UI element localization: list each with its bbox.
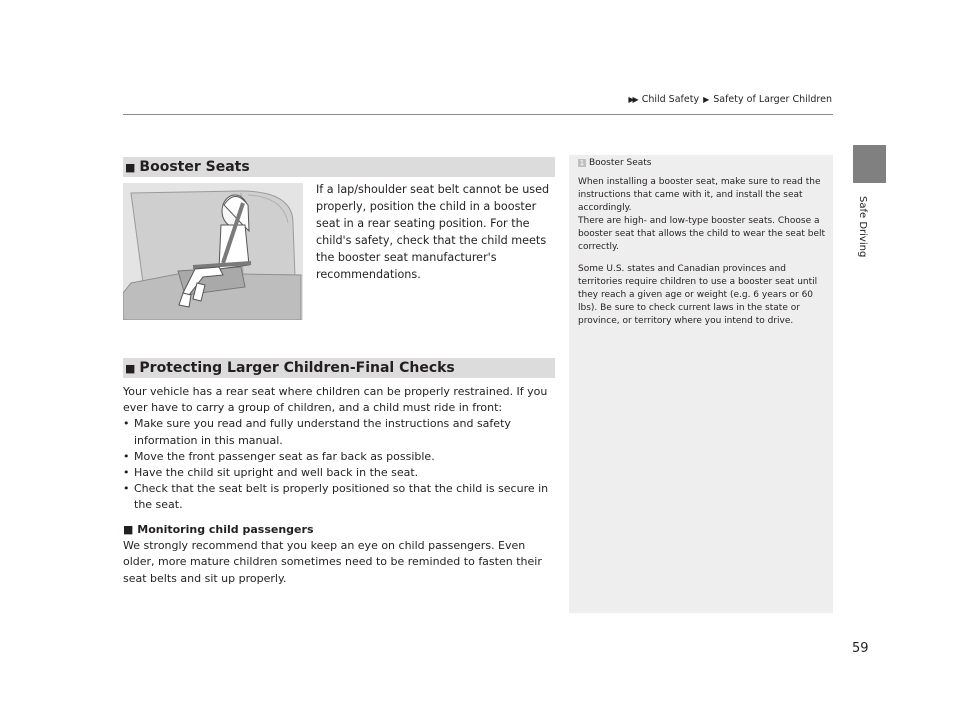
breadcrumb <box>628 94 832 105</box>
note-title <box>578 158 652 168</box>
final-checks-heading <box>123 358 555 378</box>
square-bullet-icon: ■ <box>125 361 136 375</box>
final-checks-list <box>123 416 555 513</box>
booster-intro: If a lap/shoulder seat belt cannot be used properly, position the child in a booster seat in a rear seating position. For the child's safety, check that the child meets the booster seat manufacturer's recommendations. <box>316 183 550 281</box>
bullet-icon: • <box>123 417 130 431</box>
note-paragraph: When installing a booster seat, make sure to read the instructions that came with it, and install the seat accordingly. <box>578 177 821 213</box>
booster-seats-heading <box>123 157 555 177</box>
booster-seats-heading-text: Booster Seats <box>139 159 250 175</box>
header-divider <box>123 114 833 115</box>
note-paragraph: There are high- and low-type booster seats. Choose a booster seat that allows the child to wear the seat belt correctly. <box>578 216 826 252</box>
final-checks-intro: Your vehicle has a rear seat where children can be properly restrained. If you ever have to carry a group of children, and a child must ride in front: <box>123 385 548 415</box>
monitoring-text: We strongly recommend that you keep an eye on child passengers. Even older, more mature children sometimes need to be reminded to fasten their seat belts and sit up properly. <box>123 539 542 585</box>
monitoring-section <box>123 522 555 587</box>
note-number-icon: 1 <box>579 159 585 167</box>
list-item: • Make sure you read and fully understand the instructions and safety information in this manual. <box>123 417 511 447</box>
bullet-icon: • <box>123 482 130 496</box>
breadcrumb-subsection[interactable]: Safety of Larger Children <box>713 94 832 105</box>
booster-seat-illustration <box>123 183 303 320</box>
bullet-icon: • <box>123 466 130 480</box>
page-number: 59 <box>852 641 869 656</box>
final-checks-heading-text: Protecting Larger Children-Final Checks <box>139 360 455 376</box>
double-triangle-icon: ▶▶ <box>628 95 637 104</box>
list-item: • Check that the seat belt is properly positioned so that the child is secure in the seat. <box>123 482 549 512</box>
square-bullet-icon: ■ <box>123 523 134 536</box>
list-item: • Move the front passenger seat as far back as possible. <box>123 449 555 465</box>
note-body <box>578 176 826 328</box>
note-paragraph: Some U.S. states and Canadian provinces and territories require children to use a booster seat until they reach a given age or weight (e.g. 6 years or 60 lbs). Be sure to check current laws in the state or province, or territory where you intend to drive. <box>578 264 818 326</box>
note-title-text: Booster Seats <box>589 158 652 168</box>
monitoring-heading: ■ Monitoring child passengers <box>123 523 314 536</box>
bullet-icon: • <box>123 449 130 463</box>
breadcrumb-section[interactable]: Child Safety <box>641 94 700 105</box>
triangle-icon: ▶ <box>703 95 710 104</box>
list-item: • Have the child sit upright and well back in the seat. <box>123 465 555 481</box>
chapter-tab <box>853 145 886 183</box>
final-checks-body <box>123 384 555 514</box>
chapter-label: Safe Driving <box>857 196 868 258</box>
square-bullet-icon: ■ <box>125 160 136 174</box>
